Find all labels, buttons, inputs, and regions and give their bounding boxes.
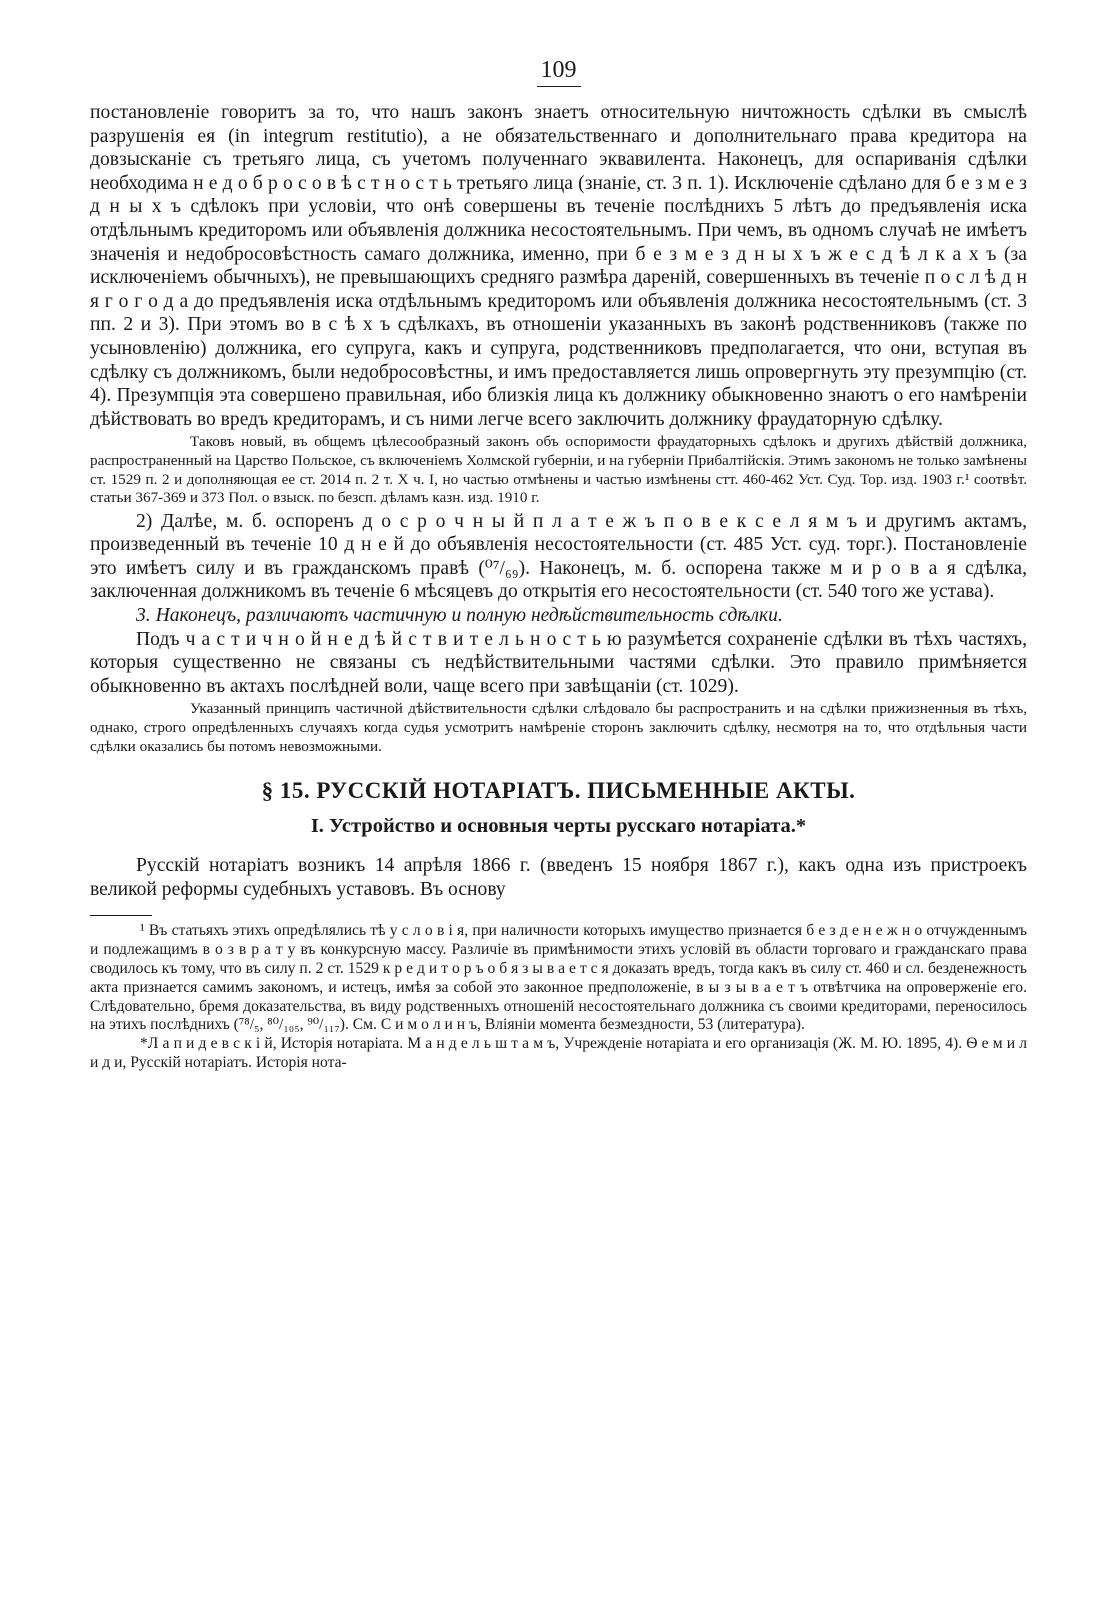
paragraph-early-payment: 2) Далѣе, м. б. оспоренъ д о с р о ч н ы й п л а т е ж ъ п о в е к с е л я м ъ и другимъ актамъ, произведенный въ теченіе 10 д н е й до объявленія несостоятельности (ст. 485 Уст. суд. торг.). Постановленіе это имѣетъ силу и въ гражданскомъ правѣ (⁰⁷/₆₉). Наконецъ, м. б. оспорена также м и р о в а я сдѣлка, заключенная должникомъ въ теченіе 6 мѣсяцевъ до открытія его несостоятельности (ст. 540 того же устава).	[90, 510, 1027, 603]
small-print-note: Таковъ новый, въ общемъ цѣлесообразный законъ объ оспоримости фраудаторныхъ сдѣлокъ и другихъ дѣйствій должника, распространенный на Царство Польское, съ включеніемъ Холмской губерніи, и на губерніи Прибалтійскія. Этимъ закономъ не только замѣнены ст. 1529 п. 2 и дополняющая ее ст. 2014 п. 2 т. X ч. I, но частью отмѣнены и частью измѣнены стт. 460-462 Уст. Суд. Тор. изд. 1903 г.¹ соотвѣт. статьи 367-369 и 373 Пол. о взыск. по безсп. дѣламъ казн. изд. 1910 г.	[90, 433, 1027, 507]
paragraph-partial-invalidity: Подъ ч а с т и ч н о й н е д ѣ й с т в и т е л ь н о с т ь ю разумѣется сохраненіе сдѣлки въ тѣхъ частяхъ, которыя существенно не связаны съ недѣйствительными частями сдѣлки. Это правило примѣняется обыкновенно въ актахъ послѣдней воли, чаще всего при завѣщаніи (ст. 1029).	[90, 628, 1027, 697]
paragraph-notariate-intro: Русскій нотаріатъ возникъ 14 апрѣля 1866 г. (введенъ 15 ноября 1867 г.), какъ одна изъ пристроекъ великой реформы судебныхъ уставовъ. Въ основу	[90, 855, 1027, 900]
footnote-divider	[90, 915, 152, 916]
page-number: 109	[90, 56, 1027, 87]
subsection-title: I. Устройство и основныя черты русскаго нотаріата.*	[310, 815, 807, 838]
footnote-2: *Л а п и д е в с к і й, Исторія нотаріата. М а н д е л ь ш т а м ъ, Учрежденіе нотаріата и его организація (Ж. М. Ю. 1895, 4). Ѳ е м и л и д и, Русскій нотаріатъ. Исторія нота-	[90, 1035, 1027, 1071]
paragraph-partial-invalidity-heading: 3. Наконецъ, различаютъ частичную и полную недѣйствительность сдѣлки.	[136, 605, 783, 627]
small-print-note-2: Указанный принципъ частичной дѣйствительности сдѣлки слѣдовало бы распространить и на сдѣлки прижизненныя въ тѣхъ, однако, строго опредѣленныхъ случаяхъ когда судья усмотритъ намѣреніе сторонъ заключить сдѣлку, несмотря на то, что отдѣльныя части сдѣлки оказались бы потомъ невозможными.	[90, 700, 1027, 755]
footnote-1: ¹ Въ статьяхъ этихъ опредѣлялись тѣ у с л о в і я, при наличности которыхъ имущество признается б е з д е н е ж н о отчужденнымъ и подлежащимъ в о з в р а т у въ конкурсную массу. Различіе въ примѣнимости этихъ условій въ области торговаго и гражданскаго права сводилось къ тому, что въ силу п. 2 ст. 1529 к р е д и т о р ъ о б я з ы в а е т с я доказать вредъ, тогда какъ въ силу ст. 460 и сл. безденежность акта признается самимъ закономъ, и истецъ, имѣя за собой это законное предположеніе, в ы з ы в а е т ъ отвѣтчика на опроверженіе его. Слѣдовательно, бремя доказательства, въ виду родственныхъ отношеній несостоятельнаго должника съ своими кредиторами, переносилось на этихъ послѣднихъ (⁷⁸/₅, ⁸⁰/₁₀₅, ⁹⁰/₁₁₇). См. С и м о л и н ъ, Вліяніи момента безмездности, 53 (литература).	[90, 922, 1027, 1034]
paragraph-continuation: постановленіе говоритъ за то, что нашъ законъ знаетъ относительную ничтожность сдѣлки въ смыслѣ разрушенія ея (in integrum restitutio), а не обязательственнаго и дополнительнаго права кредитора на довзысканіе съ третьяго лица, съ учетомъ полученнаго эквавилента. Наконецъ, для оспариванія сдѣлки необходима н е д о б р о с о в ѣ с т н о с т ь третьяго лица (знаніе, ст. 3 п. 1). Исключеніе сдѣлано для б е з м е з д н ы х ъ сдѣлокъ при условіи, что онѣ совершены въ теченіе послѣднихъ 5 лѣтъ до предъявленія иска отдѣльнымъ кредиторомъ или объявленія должника несостоятельнымъ. При чемъ, въ одномъ случаѣ не имѣетъ значенія и недобросовѣстность самаго должника, именно, при б е з м е з д н ы х ъ ж е с д ѣ л к а х ъ (за исключеніемъ обычныхъ), не превышающихъ средняго размѣра дареній, совершенныхъ въ теченіе п о с л ѣ д н я г о г о д а до предъявленія иска отдѣльнымъ кредиторомъ или объявленія должника несостоятельнымъ (ст. 3 пп. 2 и 3). При этомъ во в с ѣ х ъ сдѣлкахъ, въ отношеніи указанныхъ въ законѣ родственниковъ (также по усыновленію) должника, его супруга, какъ и супруга, родственниковъ предполагается, что они, вступая въ сдѣлку съ должникомъ, были недобросовѣстны, и имъ предоставляется лишь опровергнуть эту презумпцію (ст. 4). Презумпція эта совершено правильная, ибо близкія лица къ должнику обыкновенно знаютъ о его намѣреніи дѣйствовать во вредъ кредиторамъ, и съ ними легче всего заключить должнику фраудаторную сдѣлку.	[90, 102, 1027, 430]
section-title: § 15. РУССКІЙ НОТАРІАТЪ. ПИСЬМЕННЫЕ АКТЫ.	[261, 778, 856, 804]
